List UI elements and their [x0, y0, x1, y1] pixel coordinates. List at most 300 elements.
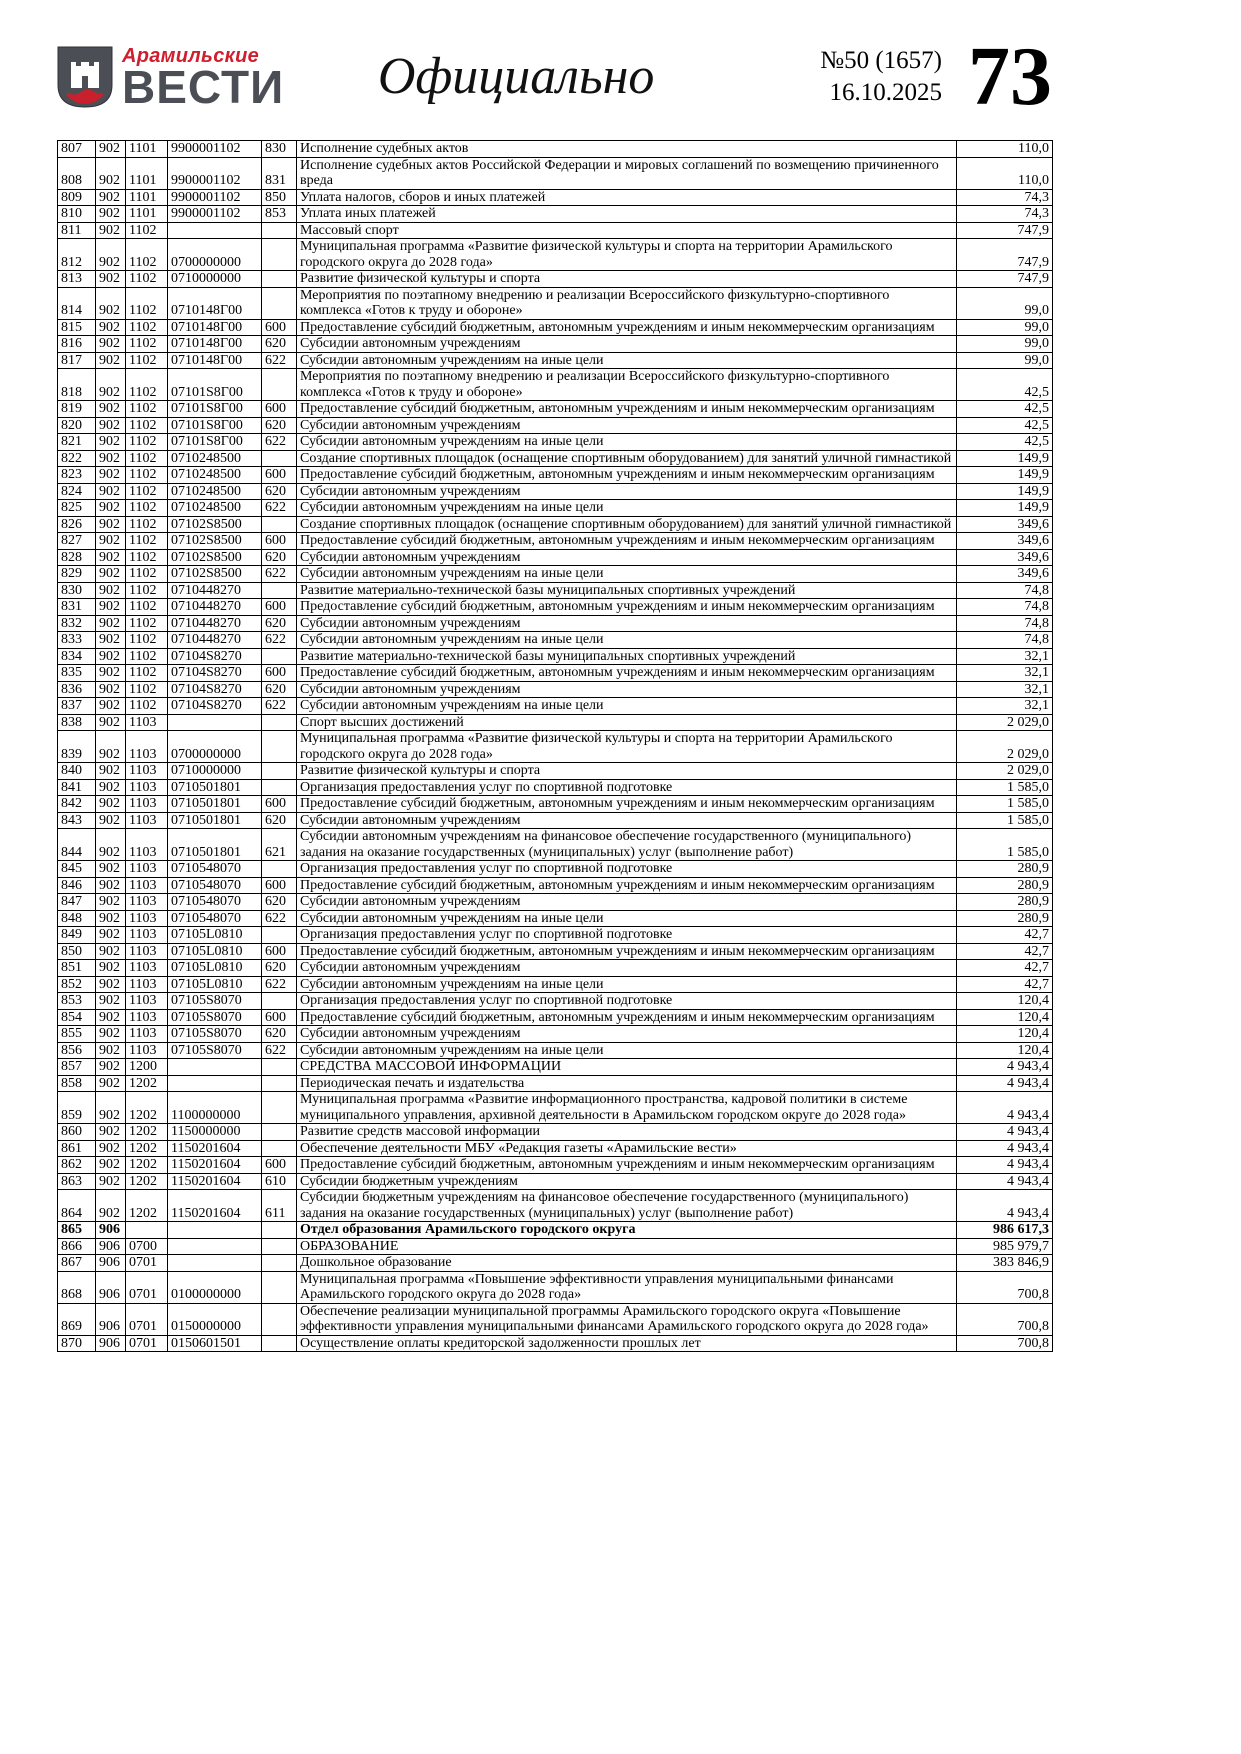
- cell-expense-type-code: [262, 239, 297, 271]
- cell-target-article-code: 0700000000: [168, 731, 262, 763]
- table-row: [58, 287, 1053, 319]
- cell-grbs-code: 902: [96, 731, 126, 763]
- cell-expense-type-code: 622: [262, 976, 297, 993]
- cell-section-code: 1103: [126, 943, 168, 960]
- cell-grbs-code: 902: [96, 189, 126, 206]
- cell-target-article-code: [168, 1238, 262, 1255]
- cell-target-article-code: 07101S8Г00: [168, 401, 262, 418]
- cell-target-article-code: 1150201604: [168, 1157, 262, 1174]
- cell-amount: 99,0: [957, 319, 1053, 336]
- cell-section-code: 1102: [126, 665, 168, 682]
- cell-expense-type-code: [262, 1238, 297, 1255]
- cell-name: Предоставление субсидий бюджетным, автономным учреждениям и иным некоммерческим организациям: [297, 319, 957, 336]
- table-row: [58, 1271, 1053, 1303]
- cell-section-code: 1102: [126, 271, 168, 288]
- cell-row-number: 842: [58, 796, 96, 813]
- cell-row-number: 820: [58, 417, 96, 434]
- cell-amount: 700,8: [957, 1335, 1053, 1352]
- table-row: [58, 434, 1053, 451]
- cell-expense-type-code: 620: [262, 894, 297, 911]
- cell-row-number: 811: [58, 222, 96, 239]
- cell-target-article-code: 0710448270: [168, 599, 262, 616]
- cell-grbs-code: 902: [96, 632, 126, 649]
- cell-name: Уплата иных платежей: [297, 206, 957, 223]
- cell-section-code: 1103: [126, 812, 168, 829]
- cell-amount: 700,8: [957, 1303, 1053, 1335]
- cell-grbs-code: 902: [96, 615, 126, 632]
- cell-name: Организация предоставления услуг по спортивной подготовке: [297, 927, 957, 944]
- cell-row-number: 848: [58, 910, 96, 927]
- cell-expense-type-code: 600: [262, 599, 297, 616]
- cell-expense-type-code: 620: [262, 812, 297, 829]
- cell-expense-type-code: [262, 993, 297, 1010]
- cell-grbs-code: 902: [96, 401, 126, 418]
- cell-amount: 32,1: [957, 681, 1053, 698]
- cell-section-code: 1103: [126, 1042, 168, 1059]
- cell-row-number: 844: [58, 829, 96, 861]
- cell-grbs-code: 902: [96, 681, 126, 698]
- cell-section-code: 1102: [126, 500, 168, 517]
- cell-name: Субсидии автономным учреждениям: [297, 960, 957, 977]
- table-row: [58, 417, 1053, 434]
- cell-target-article-code: 9900001102: [168, 206, 262, 223]
- table-row: [58, 401, 1053, 418]
- cell-row-number: 869: [58, 1303, 96, 1335]
- cell-row-number: 825: [58, 500, 96, 517]
- cell-expense-type-code: [262, 450, 297, 467]
- cell-target-article-code: 0710548070: [168, 877, 262, 894]
- cell-target-article-code: 0710448270: [168, 615, 262, 632]
- cell-amount: 74,3: [957, 206, 1053, 223]
- cell-expense-type-code: [262, 1092, 297, 1124]
- cell-grbs-code: 902: [96, 960, 126, 977]
- cell-row-number: 866: [58, 1238, 96, 1255]
- cell-row-number: 827: [58, 533, 96, 550]
- cell-target-article-code: [168, 1222, 262, 1239]
- cell-expense-type-code: [262, 763, 297, 780]
- table-row: [58, 582, 1053, 599]
- cell-grbs-code: 902: [96, 141, 126, 158]
- cell-target-article-code: 0710000000: [168, 763, 262, 780]
- cell-expense-type-code: [262, 287, 297, 319]
- cell-grbs-code: 902: [96, 927, 126, 944]
- cell-section-code: 1101: [126, 206, 168, 223]
- cell-row-number: 813: [58, 271, 96, 288]
- cell-grbs-code: 902: [96, 829, 126, 861]
- cell-amount: 4 943,4: [957, 1124, 1053, 1141]
- cell-grbs-code: 902: [96, 648, 126, 665]
- cell-expense-type-code: [262, 1140, 297, 1157]
- cell-section-code: 0700: [126, 1238, 168, 1255]
- cell-expense-type-code: [262, 927, 297, 944]
- cell-amount: 1 585,0: [957, 812, 1053, 829]
- table-row: [58, 632, 1053, 649]
- cell-row-number: 830: [58, 582, 96, 599]
- cell-amount: 985 979,7: [957, 1238, 1053, 1255]
- cell-section-code: 1102: [126, 516, 168, 533]
- cell-grbs-code: 902: [96, 1190, 126, 1222]
- cell-expense-type-code: 620: [262, 549, 297, 566]
- cell-expense-type-code: [262, 1335, 297, 1352]
- cell-name: Субсидии бюджетным учреждениям: [297, 1173, 957, 1190]
- cell-name: Развитие физической культуры и спорта: [297, 763, 957, 780]
- cell-section-code: 1103: [126, 927, 168, 944]
- cell-section-code: 1102: [126, 566, 168, 583]
- cell-expense-type-code: 620: [262, 336, 297, 353]
- cell-section-code: 1103: [126, 861, 168, 878]
- cell-section-code: 1102: [126, 632, 168, 649]
- cell-section-code: 1103: [126, 877, 168, 894]
- table-row: [58, 1042, 1053, 1059]
- cell-expense-type-code: [262, 222, 297, 239]
- cell-amount: 747,9: [957, 271, 1053, 288]
- table-row: [58, 927, 1053, 944]
- cell-row-number: 809: [58, 189, 96, 206]
- cell-section-code: 1101: [126, 141, 168, 158]
- cell-expense-type-code: 600: [262, 665, 297, 682]
- cell-expense-type-code: 622: [262, 500, 297, 517]
- cell-grbs-code: 902: [96, 714, 126, 731]
- cell-row-number: 852: [58, 976, 96, 993]
- cell-amount: 120,4: [957, 1009, 1053, 1026]
- table-row: [58, 1157, 1053, 1174]
- section-title: Официально: [377, 48, 655, 105]
- cell-target-article-code: 0710548070: [168, 910, 262, 927]
- cell-target-article-code: 07105L0810: [168, 943, 262, 960]
- cell-target-article-code: 07102S8500: [168, 533, 262, 550]
- cell-amount: 280,9: [957, 910, 1053, 927]
- cell-target-article-code: 07104S8270: [168, 681, 262, 698]
- cell-name: Создание спортивных площадок (оснащение спортивным оборудованием) для занятий уличной гимнастикой: [297, 516, 957, 533]
- cell-name: Субсидии автономным учреждениям на иные цели: [297, 910, 957, 927]
- cell-grbs-code: 902: [96, 910, 126, 927]
- cell-amount: 2 029,0: [957, 714, 1053, 731]
- table-row: [58, 222, 1053, 239]
- cell-name: Субсидии автономным учреждениям на иные цели: [297, 566, 957, 583]
- cell-expense-type-code: 620: [262, 1026, 297, 1043]
- table-row: [58, 714, 1053, 731]
- cell-grbs-code: 902: [96, 417, 126, 434]
- cell-grbs-code: 902: [96, 1140, 126, 1157]
- cell-amount: 42,7: [957, 976, 1053, 993]
- cell-row-number: 834: [58, 648, 96, 665]
- cell-grbs-code: 902: [96, 352, 126, 369]
- cell-name: Дошкольное образование: [297, 1255, 957, 1272]
- cell-section-code: 1102: [126, 549, 168, 566]
- cell-section-code: [126, 1222, 168, 1239]
- cell-expense-type-code: [262, 861, 297, 878]
- cell-expense-type-code: 853: [262, 206, 297, 223]
- cell-grbs-code: 902: [96, 582, 126, 599]
- cell-grbs-code: 902: [96, 483, 126, 500]
- cell-target-article-code: 1150000000: [168, 1124, 262, 1141]
- issue-info: [820, 45, 942, 110]
- cell-amount: 700,8: [957, 1271, 1053, 1303]
- cell-section-code: 1103: [126, 714, 168, 731]
- cell-amount: 149,9: [957, 483, 1053, 500]
- cell-target-article-code: 0710148Г00: [168, 336, 262, 353]
- cell-name: Субсидии автономным учреждениям: [297, 417, 957, 434]
- cell-amount: 2 029,0: [957, 763, 1053, 780]
- cell-section-code: 1102: [126, 287, 168, 319]
- table-row: [58, 861, 1053, 878]
- cell-target-article-code: 07104S8270: [168, 648, 262, 665]
- cell-target-article-code: 0710548070: [168, 894, 262, 911]
- cell-name: Предоставление субсидий бюджетным, автономным учреждениям и иным некоммерческим организациям: [297, 943, 957, 960]
- table-row: [58, 877, 1053, 894]
- cell-amount: 42,5: [957, 417, 1053, 434]
- cell-section-code: 1101: [126, 189, 168, 206]
- cell-row-number: 816: [58, 336, 96, 353]
- cell-section-code: 1103: [126, 829, 168, 861]
- cell-grbs-code: 902: [96, 533, 126, 550]
- cell-expense-type-code: [262, 1124, 297, 1141]
- cell-expense-type-code: [262, 1255, 297, 1272]
- page-number: 73: [968, 30, 1052, 124]
- cell-expense-type-code: 600: [262, 1009, 297, 1026]
- cell-target-article-code: 07101S8Г00: [168, 434, 262, 451]
- cell-grbs-code: 902: [96, 1026, 126, 1043]
- cell-target-article-code: 07105L0810: [168, 976, 262, 993]
- cell-row-number: 849: [58, 927, 96, 944]
- cell-amount: 4 943,4: [957, 1157, 1053, 1174]
- cell-target-article-code: 0710148Г00: [168, 352, 262, 369]
- table-row: [58, 500, 1053, 517]
- cell-name: Развитие физической культуры и спорта: [297, 271, 957, 288]
- cell-row-number: 841: [58, 779, 96, 796]
- cell-grbs-code: 902: [96, 812, 126, 829]
- cell-name: Предоставление субсидий бюджетным, автономным учреждениям и иным некоммерческим организациям: [297, 599, 957, 616]
- cell-target-article-code: 9900001102: [168, 157, 262, 189]
- cell-name: Субсидии бюджетным учреждениям на финансовое обеспечение государственного (муниципального) задания на оказание государственных (муниципальных) услуг (выполнение работ): [297, 1190, 957, 1222]
- cell-name: СРЕДСТВА МАССОВОЙ ИНФОРМАЦИИ: [297, 1059, 957, 1076]
- cell-section-code: 1102: [126, 483, 168, 500]
- cell-amount: 110,0: [957, 157, 1053, 189]
- cell-section-code: 1202: [126, 1157, 168, 1174]
- cell-row-number: 857: [58, 1059, 96, 1076]
- cell-row-number: 855: [58, 1026, 96, 1043]
- cell-target-article-code: 0710501801: [168, 796, 262, 813]
- cell-name: Субсидии автономным учреждениям: [297, 549, 957, 566]
- cell-grbs-code: 902: [96, 877, 126, 894]
- table-row: [58, 1255, 1053, 1272]
- cell-grbs-code: 902: [96, 861, 126, 878]
- cell-amount: 32,1: [957, 698, 1053, 715]
- cell-row-number: 832: [58, 615, 96, 632]
- cell-amount: 747,9: [957, 222, 1053, 239]
- cell-grbs-code: 902: [96, 157, 126, 189]
- table-row: [58, 812, 1053, 829]
- cell-amount: 1 585,0: [957, 779, 1053, 796]
- cell-row-number: 868: [58, 1271, 96, 1303]
- cell-name: Создание спортивных площадок (оснащение спортивным оборудованием) для занятий уличной гимнастикой: [297, 450, 957, 467]
- cell-amount: 149,9: [957, 500, 1053, 517]
- cell-section-code: 1202: [126, 1190, 168, 1222]
- cell-amount: 4 943,4: [957, 1140, 1053, 1157]
- cell-row-number: 821: [58, 434, 96, 451]
- cell-grbs-code: 902: [96, 796, 126, 813]
- cell-expense-type-code: 622: [262, 566, 297, 583]
- cell-amount: 42,7: [957, 927, 1053, 944]
- cell-row-number: 843: [58, 812, 96, 829]
- cell-amount: 74,8: [957, 599, 1053, 616]
- cell-section-code: 1103: [126, 796, 168, 813]
- table-row: [58, 1173, 1053, 1190]
- table-row: [58, 1190, 1053, 1222]
- cell-name: Обеспечение реализации муниципальной программы Арамильского городского округа «Повышение эффективности управления муниципальными финансами Арамильского городского округа до 2028 года»: [297, 1303, 957, 1335]
- cell-target-article-code: 1100000000: [168, 1092, 262, 1124]
- cell-grbs-code: 906: [96, 1271, 126, 1303]
- cell-amount: 2 029,0: [957, 731, 1053, 763]
- cell-expense-type-code: [262, 714, 297, 731]
- cell-section-code: 1202: [126, 1173, 168, 1190]
- cell-expense-type-code: 621: [262, 829, 297, 861]
- cell-name: Субсидии автономным учреждениям на иные цели: [297, 632, 957, 649]
- cell-row-number: 817: [58, 352, 96, 369]
- table-row: [58, 1092, 1053, 1124]
- cell-amount: 349,6: [957, 549, 1053, 566]
- cell-target-article-code: 07102S8500: [168, 549, 262, 566]
- cell-grbs-code: 902: [96, 1042, 126, 1059]
- cell-section-code: 1103: [126, 763, 168, 780]
- cell-grbs-code: 902: [96, 566, 126, 583]
- cell-row-number: 860: [58, 1124, 96, 1141]
- cell-name: Исполнение судебных актов Российской Федерации и мировых соглашений по возмещению причиненного вреда: [297, 157, 957, 189]
- cell-name: Предоставление субсидий бюджетным, автономным учреждениям и иным некоммерческим организациям: [297, 401, 957, 418]
- table-row: [58, 1075, 1053, 1092]
- table-row: [58, 1335, 1053, 1352]
- cell-grbs-code: 902: [96, 698, 126, 715]
- cell-section-code: 1103: [126, 779, 168, 796]
- cell-grbs-code: 902: [96, 1009, 126, 1026]
- cell-name: Предоставление субсидий бюджетным, автономным учреждениям и иным некоммерческим организациям: [297, 796, 957, 813]
- cell-row-number: 847: [58, 894, 96, 911]
- cell-row-number: 854: [58, 1009, 96, 1026]
- cell-amount: 280,9: [957, 894, 1053, 911]
- table-row: [58, 698, 1053, 715]
- cell-name: Уплата налогов, сборов и иных платежей: [297, 189, 957, 206]
- cell-name: Предоставление субсидий бюджетным, автономным учреждениям и иным некоммерческим организациям: [297, 533, 957, 550]
- cell-name: Субсидии автономным учреждениям: [297, 336, 957, 353]
- cell-row-number: 870: [58, 1335, 96, 1352]
- cell-target-article-code: 07105S8070: [168, 1009, 262, 1026]
- cell-name: Периодическая печать и издательства: [297, 1075, 957, 1092]
- cell-amount: 4 943,4: [957, 1059, 1053, 1076]
- cell-expense-type-code: [262, 1222, 297, 1239]
- cell-target-article-code: 07105S8070: [168, 993, 262, 1010]
- cell-expense-type-code: 600: [262, 796, 297, 813]
- cell-name: Развитие материально-технической базы муниципальных спортивных учреждений: [297, 648, 957, 665]
- cell-section-code: 1102: [126, 239, 168, 271]
- cell-row-number: 851: [58, 960, 96, 977]
- cell-row-number: 815: [58, 319, 96, 336]
- table-row: [58, 976, 1053, 993]
- table-row: [58, 1124, 1053, 1141]
- cell-target-article-code: 0150000000: [168, 1303, 262, 1335]
- cell-section-code: 1202: [126, 1092, 168, 1124]
- cell-name: Исполнение судебных актов: [297, 141, 957, 158]
- cell-amount: 4 943,4: [957, 1092, 1053, 1124]
- cell-name: Муниципальная программа «Развитие физической культуры и спорта на территории Арамильского городского округа до 2028 года»: [297, 239, 957, 271]
- cell-expense-type-code: 622: [262, 632, 297, 649]
- cell-row-number: 836: [58, 681, 96, 698]
- cell-amount: 747,9: [957, 239, 1053, 271]
- cell-section-code: 1202: [126, 1124, 168, 1141]
- cell-row-number: 864: [58, 1190, 96, 1222]
- cell-amount: 74,8: [957, 615, 1053, 632]
- cell-grbs-code: 906: [96, 1238, 126, 1255]
- cell-expense-type-code: 622: [262, 1042, 297, 1059]
- cell-grbs-code: 902: [96, 943, 126, 960]
- cell-name: Субсидии автономным учреждениям: [297, 681, 957, 698]
- cell-row-number: 822: [58, 450, 96, 467]
- cell-target-article-code: 9900001102: [168, 189, 262, 206]
- cell-name: Организация предоставления услуг по спортивной подготовке: [297, 779, 957, 796]
- table-row: [58, 450, 1053, 467]
- cell-section-code: 1102: [126, 698, 168, 715]
- cell-amount: 42,7: [957, 943, 1053, 960]
- cell-expense-type-code: 620: [262, 417, 297, 434]
- cell-expense-type-code: 600: [262, 877, 297, 894]
- table-row: [58, 566, 1053, 583]
- cell-target-article-code: [168, 222, 262, 239]
- cell-expense-type-code: [262, 369, 297, 401]
- cell-name: Мероприятия по поэтапному внедрению и реализации Всероссийского физкультурно-спортивного комплекса «Готов к труду и обороне»: [297, 287, 957, 319]
- cell-name: Обеспечение деятельности МБУ «Редакция газеты «Арамильские вести»: [297, 1140, 957, 1157]
- cell-amount: 1 585,0: [957, 796, 1053, 813]
- cell-grbs-code: 902: [96, 239, 126, 271]
- table-row: [58, 779, 1053, 796]
- cell-expense-type-code: 620: [262, 960, 297, 977]
- cell-expense-type-code: 620: [262, 681, 297, 698]
- table-row: [58, 516, 1053, 533]
- cell-row-number: 828: [58, 549, 96, 566]
- cell-section-code: 1102: [126, 434, 168, 451]
- cell-row-number: 807: [58, 141, 96, 158]
- cell-amount: 349,6: [957, 566, 1053, 583]
- page-content: [57, 0, 1052, 1352]
- table-row: [58, 336, 1053, 353]
- table-row: [58, 1140, 1053, 1157]
- table-row: [58, 189, 1053, 206]
- cell-target-article-code: 0710501801: [168, 812, 262, 829]
- table-row: [58, 731, 1053, 763]
- cell-target-article-code: [168, 1059, 262, 1076]
- cell-amount: 110,0: [957, 141, 1053, 158]
- cell-row-number: 865: [58, 1222, 96, 1239]
- cell-grbs-code: 902: [96, 665, 126, 682]
- cell-grbs-code: 906: [96, 1222, 126, 1239]
- cell-target-article-code: 0710148Г00: [168, 287, 262, 319]
- cell-amount: 349,6: [957, 533, 1053, 550]
- cell-grbs-code: 902: [96, 599, 126, 616]
- table-row: [58, 894, 1053, 911]
- table-row: [58, 960, 1053, 977]
- cell-section-code: 1103: [126, 1009, 168, 1026]
- cell-expense-type-code: 600: [262, 319, 297, 336]
- cell-section-code: 1102: [126, 319, 168, 336]
- cell-row-number: 845: [58, 861, 96, 878]
- cell-expense-type-code: 622: [262, 910, 297, 927]
- cell-name: Осуществление оплаты кредиторской задолженности прошлых лет: [297, 1335, 957, 1352]
- cell-expense-type-code: [262, 779, 297, 796]
- cell-target-article-code: 0710148Г00: [168, 319, 262, 336]
- cell-grbs-code: 902: [96, 516, 126, 533]
- table-row: [58, 206, 1053, 223]
- cell-amount: 32,1: [957, 665, 1053, 682]
- cell-section-code: 1102: [126, 222, 168, 239]
- table-row: [58, 1238, 1053, 1255]
